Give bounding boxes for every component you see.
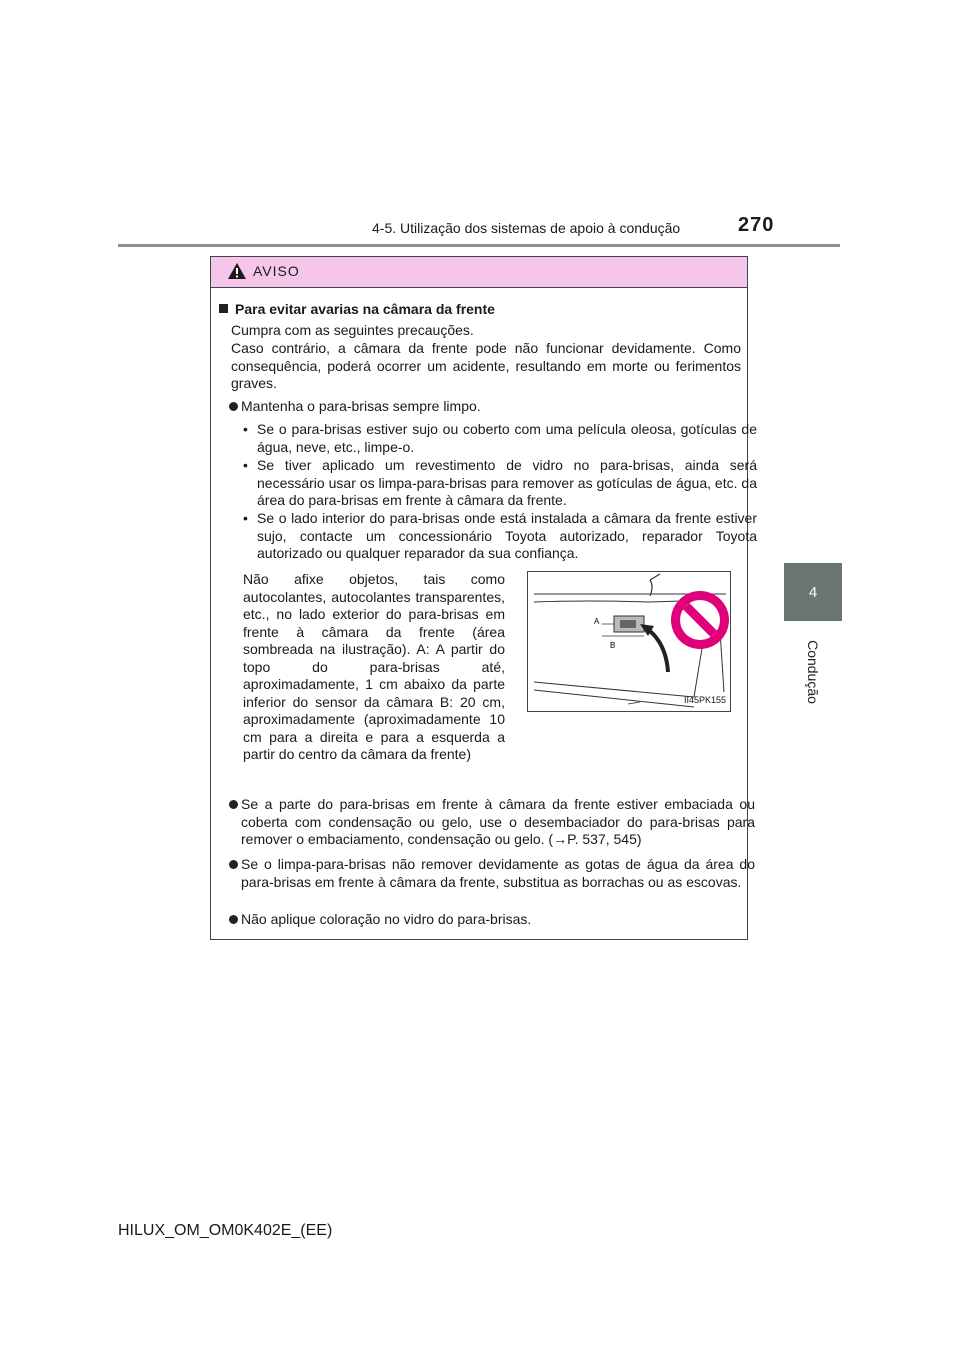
section-title: 4-5. Utilização dos sistemas de apoio à condução [372,220,681,236]
prohibition-icon [671,591,729,649]
bullet-dot-icon [229,915,238,924]
bullet-dot-icon [229,402,238,411]
subheading-text: Para evitar avarias na câmara da frente [235,301,495,317]
bullet-item [227,398,755,416]
bullet-dot-icon [229,860,238,869]
sub-text: Se o para-brisas estiver sujo ou coberto com uma película oleosa, gotículas de água, neve, etc., limpe-o. [257,421,757,455]
intro-paragraph: Caso contrário, a câmara da frente pode não funcionar devidamente. Como consequência, poderá ocorrer um acidente, resultando em morte ou ferimentos graves. [231,340,741,391]
bullet-text: Se o limpa-para-brisas não remover devidamente as gotas de água da área do para-brisas em frente à câmara da frente, substitua as borrachas ou as escovas. [241,856,755,890]
bullet-text: Se a parte do para-brisas em frente à câmara da frente estiver embaciada ou coberta com condensação ou gelo, use o desembaciador do para-brisas para remover o embaciamento, condensação ou gelo. (→P. 537, 545) [241,796,755,847]
bullet-text: Mantenha o para-brisas sempre limpo. [241,398,481,414]
figure-label-b: B [610,641,616,650]
warning-header [211,257,747,288]
chapter-tab[interactable] [784,563,842,621]
bullet-dot-icon [229,800,238,809]
bullet-item [227,796,755,849]
chapter-number: 4 [808,583,818,601]
bullet-text: Não aplique coloração no vidro do para-brisas. [241,911,532,927]
figure-label-a: A [594,617,600,626]
square-bullet-icon [219,304,228,313]
chapter-label-text: Condução [805,640,821,704]
sub-item [241,457,757,510]
sub-item [241,510,757,563]
sub-marker: • [243,510,248,526]
header-divider [118,244,840,247]
page-number: 270 [738,214,775,236]
sub-marker: • [243,457,248,473]
warning-icon [227,262,247,280]
document-code: HILUX_OM_OM0K402E_(EE) [118,1222,333,1239]
sub-marker: • [243,421,248,437]
figure-caption: Não afixe objetos, tais como autocolantes, autocolantes transparentes, etc., no lado exterior do para-brisas em frente à câmara da frente (área sombreada na ilustração). A: A partir do topo do para-brisas até, aproximadamente, 1 cm abaixo da parte inferior do sensor da câmara B: 20 cm, aproximadamente (aproximadamente 10 cm para a direita e para a esquerda a partir do centro da câmara da frente) [243,571,505,762]
bullet-item [227,856,755,891]
sub-text: Se tiver aplicado um revestimento de vidro no para-brisas, ainda será necessário usar os limpa-para-brisas para remover as gotículas de água, etc. da área do para-brisas em frente à câmara da frente. [257,457,757,508]
chapter-label [802,632,824,712]
warning-title: AVISO [253,263,300,279]
warning-box [210,256,757,940]
sub-text: Se o lado interior do para-brisas onde está instalada a câmara da frente estiver sujo, contacte um concessionário Toyota autorizado, reparador Toyota autorizado ou qualquer reparador da sua confiança. [257,510,757,561]
intro-line: Cumpra com as seguintes precauções. [231,322,474,338]
bullet-item [227,911,755,929]
sub-item [241,421,757,456]
figure-code: II45PK155 [683,694,726,705]
windshield-illustration [527,571,731,712]
warning-subheading [219,301,495,319]
